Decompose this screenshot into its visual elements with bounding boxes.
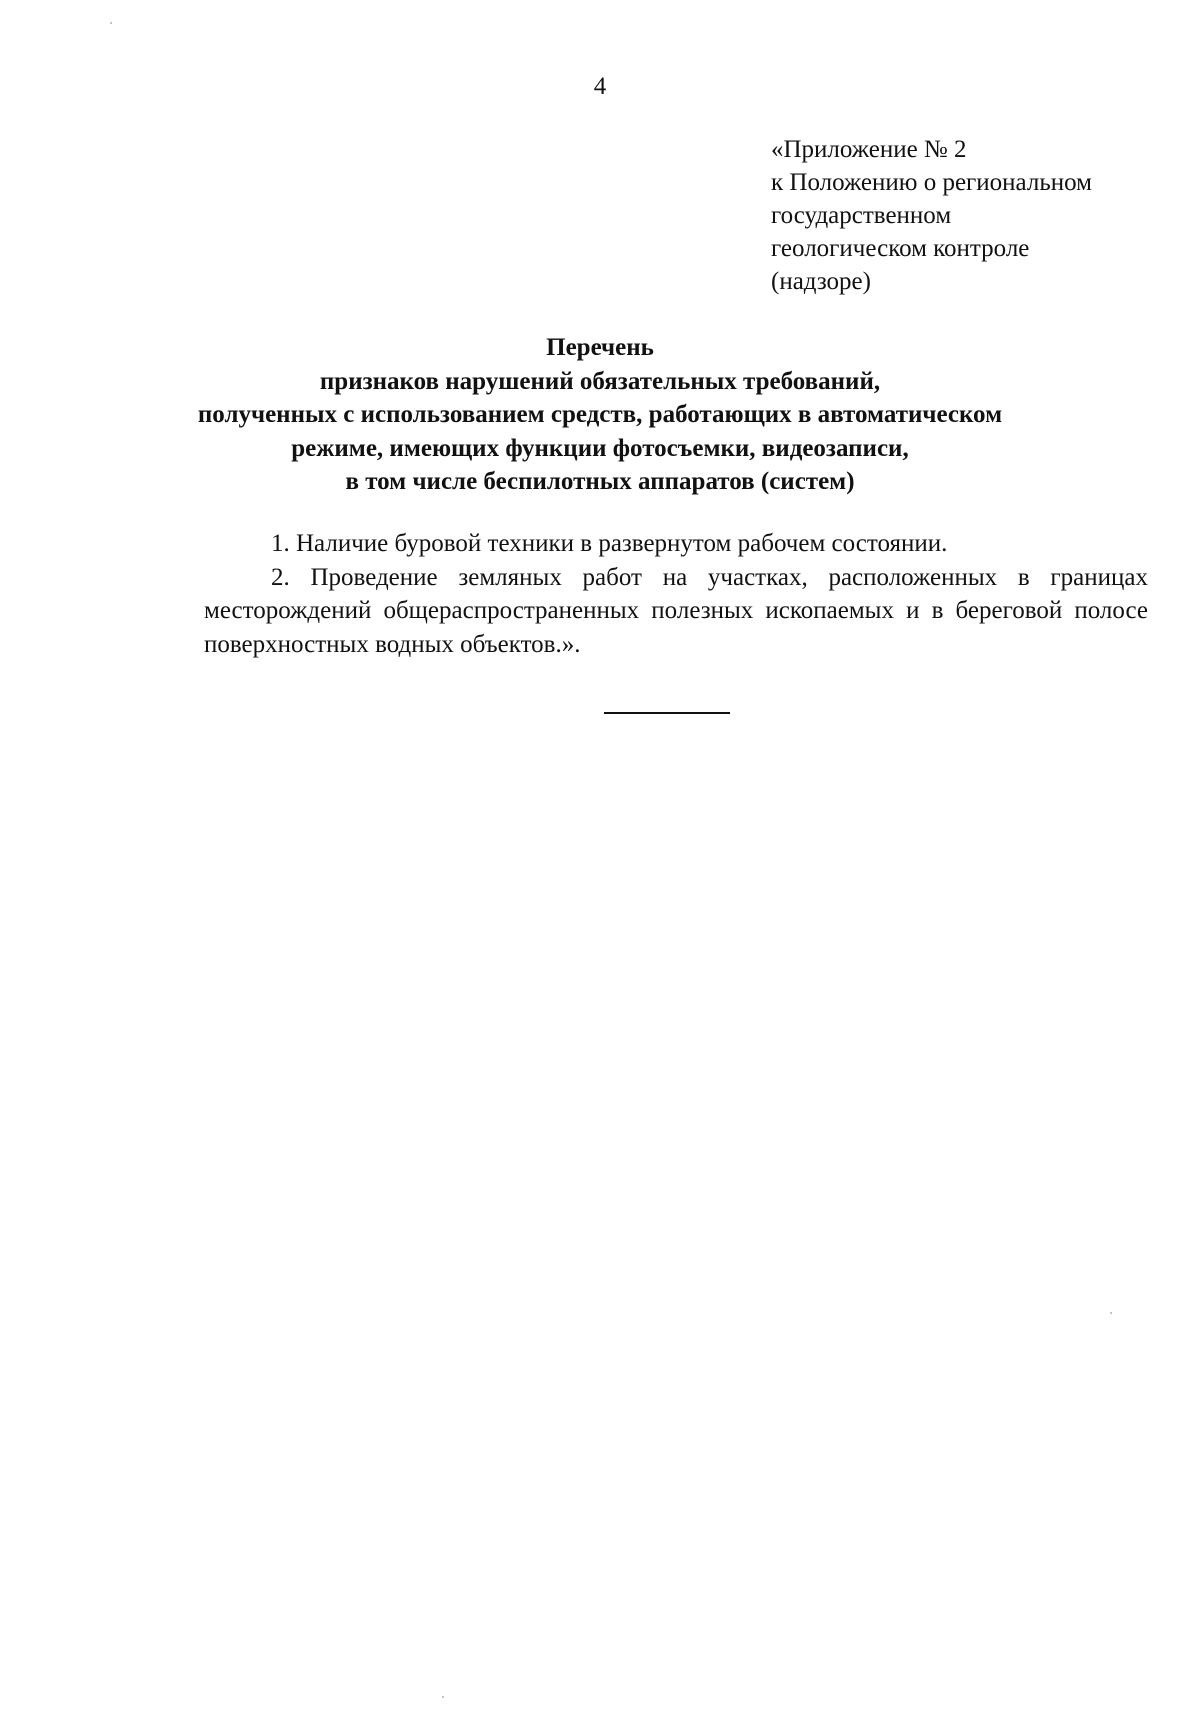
- title-line: признаков нарушений обязательных требований,: [319, 367, 881, 395]
- document-title: [0, 331, 1200, 499]
- title-line: Перечень: [546, 334, 654, 361]
- appendix-line: к Положению о региональном: [771, 169, 1092, 196]
- list-body: [204, 527, 1148, 661]
- appendix-line: государственном: [771, 202, 952, 229]
- appendix-reference: [771, 133, 1171, 298]
- title-line: режиме, имеющих функции фотосъемки, видеозаписи,: [291, 434, 909, 462]
- scan-speck: [1110, 1312, 1112, 1314]
- title-line: в том числе беспилотных аппаратов (систем): [345, 468, 855, 495]
- scan-speck: [110, 22, 112, 24]
- appendix-line: (надзоре): [771, 268, 871, 295]
- list-item: 1. Наличие буровой техники в развернутом рабочем состоянии.: [271, 530, 948, 557]
- list-item: 2. Проведение земляных работ на участках, расположенных в границах месторождений общераспространенных полезных ископаемых и в береговой полосе поверхностных водных объектов.».: [204, 563, 1148, 658]
- appendix-line: геологическом контроле: [771, 235, 1030, 262]
- appendix-line: «Приложение № 2: [771, 136, 967, 163]
- scan-speck: [442, 1696, 444, 1698]
- end-separator-line: [604, 712, 730, 714]
- title-line: полученных с использованием средств, работающих в автоматическом: [197, 401, 1003, 428]
- page-number: 4: [593, 73, 607, 100]
